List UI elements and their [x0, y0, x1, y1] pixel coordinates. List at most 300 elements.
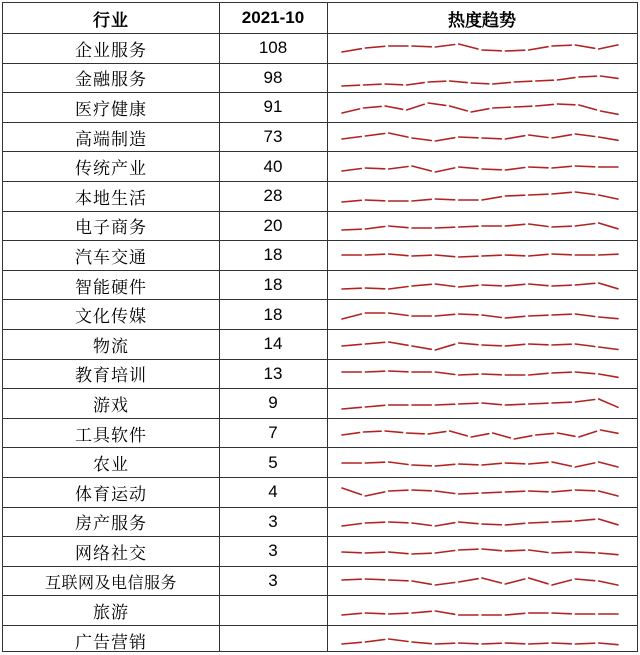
period-value: 4	[268, 482, 278, 502]
period-value: 28	[263, 186, 283, 206]
sparkline-segment	[482, 492, 501, 493]
sparkline-segment	[529, 255, 548, 257]
sparkline-segment	[389, 254, 408, 256]
sparkline-segment	[529, 315, 548, 316]
sparkline-segment	[412, 200, 431, 202]
sparkline-segment	[471, 83, 489, 84]
sparkline-segment	[412, 554, 431, 555]
sparkline	[342, 36, 622, 60]
trend-cell	[327, 360, 637, 389]
sparkline-segment	[342, 288, 361, 289]
sparkline-segment	[536, 105, 554, 107]
sparkline-segment	[389, 552, 408, 554]
sparkline-segment	[601, 76, 619, 78]
header-industry: 行业	[93, 10, 129, 31]
sparkline	[342, 480, 622, 504]
sparkline-segment	[575, 643, 594, 644]
sparkline-segment	[435, 138, 454, 141]
sparkline-segment	[575, 490, 594, 491]
sparkline-segment	[505, 345, 524, 347]
period-value	[219, 626, 327, 655]
table-row	[3, 507, 637, 537]
sparkline-segment	[459, 493, 478, 494]
sparkline-segment	[514, 436, 532, 439]
sparkline-segment	[575, 283, 594, 285]
industry-name: 工具软件	[75, 425, 147, 446]
industry-name: 游戏	[93, 395, 129, 416]
sparkline-segment	[552, 553, 571, 554]
trend-cell	[327, 448, 637, 477]
sparkline-segment	[505, 643, 524, 644]
period-value: 3	[268, 511, 278, 531]
sparkline-segment	[435, 491, 454, 494]
sparkline	[342, 421, 622, 445]
sparkline-segment	[552, 226, 571, 227]
sparkline-segment	[529, 491, 548, 492]
sparkline-segment	[552, 314, 571, 315]
header-trend: 热度趋势	[448, 10, 516, 31]
industry-name: 网络社交	[75, 543, 147, 564]
sparkline-segment	[459, 285, 478, 287]
industry-name: 农业	[93, 455, 129, 476]
sparkline-segment	[482, 345, 501, 346]
sparkline-segment	[385, 84, 403, 85]
sparkline-segment	[599, 399, 618, 407]
sparkline-segment	[557, 433, 575, 436]
industry-name: 广告营销	[75, 632, 147, 653]
industry-name: 高端制造	[75, 129, 147, 150]
sparkline-segment	[450, 106, 468, 111]
sparkline-segment	[575, 463, 594, 467]
sparkline-segment	[365, 288, 384, 289]
sparkline-segment	[575, 519, 594, 521]
sparkline-segment	[435, 314, 454, 316]
sparkline	[342, 569, 622, 593]
sparkline-segment	[435, 611, 454, 614]
sparkline	[342, 451, 622, 475]
sparkline-segment	[389, 462, 408, 465]
sparkline-segment	[575, 372, 594, 374]
sparkline-segment	[529, 194, 548, 195]
sparkline-segment	[505, 405, 524, 406]
sparkline-segment	[428, 432, 446, 434]
sparkline-segment	[342, 49, 361, 52]
sparkline-segment	[482, 578, 501, 583]
sparkline-segment	[482, 549, 501, 551]
sparkline-segment	[471, 434, 489, 437]
sparkline-segment	[599, 553, 618, 555]
sparkline-segment	[599, 643, 618, 645]
sparkline-segment	[412, 642, 431, 644]
sparkline-segment	[450, 81, 468, 83]
sparkline-segment	[365, 343, 384, 345]
period-value: 9	[268, 393, 278, 413]
period-value: 7	[268, 423, 278, 443]
industry-name: 教育培训	[75, 366, 147, 387]
sparkline-segment	[482, 197, 501, 200]
industry-name: 金融服务	[75, 70, 147, 91]
sparkline-segment	[599, 255, 618, 256]
sparkline-segment	[552, 372, 571, 373]
sparkline-segment	[601, 430, 619, 433]
sparkline-segment	[505, 50, 524, 51]
trend-cell	[327, 567, 637, 596]
sparkline-segment	[435, 372, 454, 375]
sparkline-segment	[459, 314, 478, 315]
sparkline-segment	[552, 344, 571, 345]
period-value	[219, 596, 327, 625]
sparkline-segment	[552, 193, 571, 195]
sparkline	[342, 628, 622, 652]
trend-cell	[327, 300, 637, 329]
sparkline-segment	[505, 224, 524, 226]
sparkline-segment	[364, 84, 382, 85]
sparkline-segment	[493, 108, 511, 109]
sparkline-segment	[459, 404, 478, 405]
sparkline-segment	[435, 643, 454, 644]
sparkline-segment	[536, 80, 554, 81]
table-row	[3, 299, 637, 329]
sparkline-segment	[575, 314, 594, 317]
sparkline-segment	[365, 640, 384, 643]
sparkline-segment	[482, 285, 501, 286]
sparkline-segment	[575, 400, 594, 403]
table-row	[3, 447, 637, 477]
period-value: 14	[263, 334, 283, 354]
trend-cell	[327, 241, 637, 270]
sparkline-segment	[412, 611, 431, 613]
sparkline-segment	[482, 374, 501, 375]
table-row	[3, 477, 637, 507]
sparkline-segment	[529, 578, 548, 584]
sparkline-segment	[459, 167, 478, 169]
table-row	[3, 211, 637, 241]
trend-cell	[327, 478, 637, 507]
sparkline-segment	[482, 524, 501, 525]
sparkline	[342, 362, 622, 386]
sparkline-segment	[389, 166, 408, 169]
sparkline-segment	[385, 431, 403, 433]
sparkline-segment	[435, 523, 454, 526]
sparkline-segment	[505, 491, 524, 492]
sparkline-segment	[459, 464, 478, 465]
sparkline-segment	[342, 579, 361, 580]
table-row	[3, 151, 637, 181]
sparkline-segment	[482, 256, 501, 257]
header-row	[3, 3, 637, 33]
sparkline-segment	[529, 373, 548, 375]
sparkline-segment	[552, 521, 571, 522]
table-row	[3, 329, 637, 359]
trend-cell	[327, 271, 637, 300]
sparkline-segment	[428, 81, 446, 82]
sparkline-segment	[505, 255, 524, 256]
sparkline-segment	[599, 317, 618, 319]
sparkline-segment	[365, 168, 384, 169]
sparkline-segment	[575, 579, 594, 581]
sparkline-segment	[412, 346, 431, 349]
sparkline-segment	[435, 405, 454, 406]
sparkline-segment	[342, 314, 361, 319]
sparkline-segment	[365, 255, 384, 256]
sparkline-segment	[482, 138, 501, 139]
trend-cell	[327, 152, 637, 181]
sparkline-segment	[505, 167, 524, 170]
industry-name: 智能硬件	[75, 277, 147, 298]
sparkline-segment	[529, 344, 548, 345]
sparkline-segment	[342, 109, 360, 113]
trend-cell	[327, 34, 637, 63]
sparkline-segment	[435, 551, 454, 554]
industry-heat-table	[2, 2, 638, 652]
sparkline-segment	[529, 167, 548, 168]
sparkline-segment	[389, 490, 408, 491]
sparkline-segment	[575, 192, 594, 195]
table-row	[3, 595, 637, 625]
sparkline	[342, 303, 622, 327]
sparkline-segment	[389, 313, 408, 316]
sparkline-segment	[552, 613, 571, 614]
industry-name: 传统产业	[75, 159, 147, 180]
sparkline-segment	[342, 408, 361, 410]
table-row	[3, 270, 637, 300]
table-row	[3, 536, 637, 566]
table-row	[3, 122, 637, 152]
sparkline-segment	[575, 45, 594, 48]
sparkline-segment	[342, 229, 361, 230]
sparkline-segment	[575, 166, 594, 167]
sparkline	[342, 599, 622, 623]
sparkline-segment	[435, 45, 454, 48]
sparkline-segment	[365, 226, 384, 229]
sparkline-segment	[459, 522, 478, 524]
sparkline-segment	[552, 254, 571, 255]
sparkline-segment	[365, 579, 384, 580]
sparkline-segment	[385, 106, 403, 109]
sparkline-segment	[505, 463, 524, 464]
sparkline-segment	[575, 344, 594, 347]
sparkline-segment	[412, 465, 431, 466]
sparkline-segment	[599, 137, 618, 140]
sparkline-segment	[579, 76, 597, 77]
period-value: 13	[263, 363, 283, 383]
industry-name: 体育运动	[75, 484, 147, 505]
header-period: 2021-10	[241, 8, 305, 27]
industry-name: 房产服务	[75, 514, 147, 535]
sparkline-segment	[389, 580, 408, 581]
sparkline-segment	[505, 195, 524, 196]
sparkline-segment	[482, 463, 501, 465]
sparkline-segment	[505, 551, 524, 552]
sparkline-segment	[342, 201, 361, 203]
sparkline-segment	[459, 343, 478, 345]
sparkline-segment	[552, 45, 571, 46]
sparkline-segment	[514, 107, 532, 108]
sparkline-segment	[552, 135, 571, 138]
sparkline-segment	[552, 580, 571, 585]
sparkline-segment	[365, 371, 384, 372]
sparkline-segment	[365, 492, 384, 496]
period-value: 3	[268, 541, 278, 561]
sparkline-segment	[493, 433, 511, 438]
sparkline	[342, 273, 622, 297]
sparkline	[342, 66, 622, 90]
sparkline-segment	[365, 553, 384, 554]
industry-name: 旅游	[93, 603, 129, 624]
sparkline	[342, 510, 622, 534]
sparkline-segment	[389, 342, 408, 345]
sparkline-segment	[412, 581, 431, 584]
sparkline-segment	[471, 109, 489, 112]
industry-name: 医疗健康	[75, 99, 147, 120]
table-row	[3, 566, 637, 596]
sparkline-segment	[459, 137, 478, 138]
sparkline	[342, 155, 622, 179]
trend-cell	[327, 123, 637, 152]
sparkline-segment	[407, 433, 425, 434]
sparkline-segment	[601, 111, 619, 114]
sparkline-segment	[342, 137, 361, 140]
period-value: 98	[263, 67, 283, 87]
sparkline-segment	[529, 47, 548, 50]
period-value: 108	[258, 38, 288, 58]
sparkline-segment	[552, 462, 571, 466]
table-row	[3, 63, 637, 93]
sparkline-segment	[342, 643, 361, 645]
sparkline	[342, 125, 622, 149]
sparkline-segment	[552, 491, 571, 493]
sparkline-segment	[552, 166, 571, 168]
sparkline-segment	[575, 552, 594, 553]
sparkline-segment	[412, 46, 431, 47]
sparkline-segment	[505, 284, 524, 286]
sparkline-segment	[365, 47, 384, 49]
period-value: 18	[263, 275, 283, 295]
sparkline	[342, 391, 622, 415]
sparkline-segment	[529, 643, 548, 644]
industry-name: 汽车交通	[75, 247, 147, 268]
trend-cell	[327, 626, 637, 655]
sparkline-segment	[459, 44, 478, 49]
table-row	[3, 181, 637, 211]
industry-name: 互联网及电信服务	[44, 572, 177, 592]
sparkline-segment	[459, 257, 478, 258]
sparkline-segment	[342, 433, 360, 435]
sparkline-segment	[364, 107, 382, 109]
sparkline-segment	[599, 462, 618, 467]
sparkline-segment	[389, 522, 408, 523]
sparkline-segment	[599, 45, 618, 49]
sparkline-segment	[365, 462, 384, 463]
industry-name: 企业服务	[75, 40, 147, 61]
sparkline-segment	[407, 105, 425, 111]
sparkline-segment	[536, 433, 554, 435]
sparkline-segment	[599, 195, 618, 199]
sparkline-segment	[435, 168, 454, 172]
sparkline-segment	[389, 133, 408, 137]
sparkline	[342, 214, 622, 238]
trend-cell	[327, 537, 637, 566]
trend-cell	[327, 596, 637, 625]
trend-cell	[327, 330, 637, 359]
sparkline-segment	[365, 522, 384, 523]
sparkline-segment	[599, 283, 618, 289]
sparkline-segment	[389, 613, 408, 614]
sparkline-segment	[552, 403, 571, 404]
trend-cell	[327, 64, 637, 93]
sparkline-segment	[435, 583, 454, 586]
sparkline-segment	[364, 431, 382, 432]
table-row	[3, 418, 637, 448]
sparkline-segment	[505, 316, 524, 318]
sparkline-segment	[557, 104, 575, 105]
sparkline-segment	[599, 223, 618, 229]
sparkline-segment	[342, 345, 361, 347]
sparkline-segment	[428, 103, 446, 105]
sparkline-segment	[599, 347, 618, 350]
table-row	[3, 625, 637, 655]
sparkline-segment	[599, 491, 618, 496]
sparkline	[342, 539, 622, 563]
industry-name: 电子商务	[75, 218, 147, 239]
sparkline-segment	[407, 82, 425, 84]
period-value: 3	[268, 571, 278, 591]
sparkline-segment	[412, 523, 431, 526]
period-value: 40	[263, 156, 283, 176]
sparkline-segment	[505, 579, 524, 584]
industry-name: 物流	[93, 336, 129, 357]
sparkline-segment	[599, 374, 618, 377]
sparkline-segment	[493, 82, 511, 84]
sparkline-segment	[599, 519, 618, 525]
sparkline-segment	[505, 523, 524, 525]
sparkline-segment	[529, 550, 548, 553]
trend-cell	[327, 389, 637, 418]
sparkline-segment	[579, 105, 597, 110]
sparkline-segment	[342, 168, 361, 171]
sparkline-segment	[435, 199, 454, 200]
sparkline-segment	[529, 284, 548, 286]
sparkline-segment	[529, 462, 548, 464]
sparkline-segment	[482, 403, 501, 405]
table-row	[3, 33, 637, 63]
sparkline-segment	[412, 166, 431, 171]
sparkline	[342, 243, 622, 267]
sparkline-segment	[482, 169, 501, 170]
sparkline	[342, 184, 622, 208]
sparkline-segment	[459, 374, 478, 375]
sparkline-segment	[389, 371, 408, 372]
trend-cell	[327, 419, 637, 448]
industry-name: 本地生活	[75, 188, 147, 209]
sparkline-segment	[575, 134, 594, 137]
sparkline-segment	[459, 550, 478, 551]
sparkline-segment	[459, 579, 478, 582]
sparkline-segment	[529, 135, 548, 138]
table-row	[3, 92, 637, 122]
sparkline-segment	[505, 613, 524, 615]
period-value: 18	[263, 245, 283, 265]
sparkline-segment	[435, 255, 454, 257]
period-value: 73	[263, 127, 283, 147]
sparkline-segment	[365, 200, 384, 201]
sparkline-segment	[365, 134, 384, 137]
period-value: 5	[268, 452, 278, 472]
sparkline-segment	[459, 643, 478, 644]
sparkline	[342, 95, 622, 119]
sparkline-segment	[342, 488, 361, 495]
sparkline-segment	[365, 613, 384, 614]
